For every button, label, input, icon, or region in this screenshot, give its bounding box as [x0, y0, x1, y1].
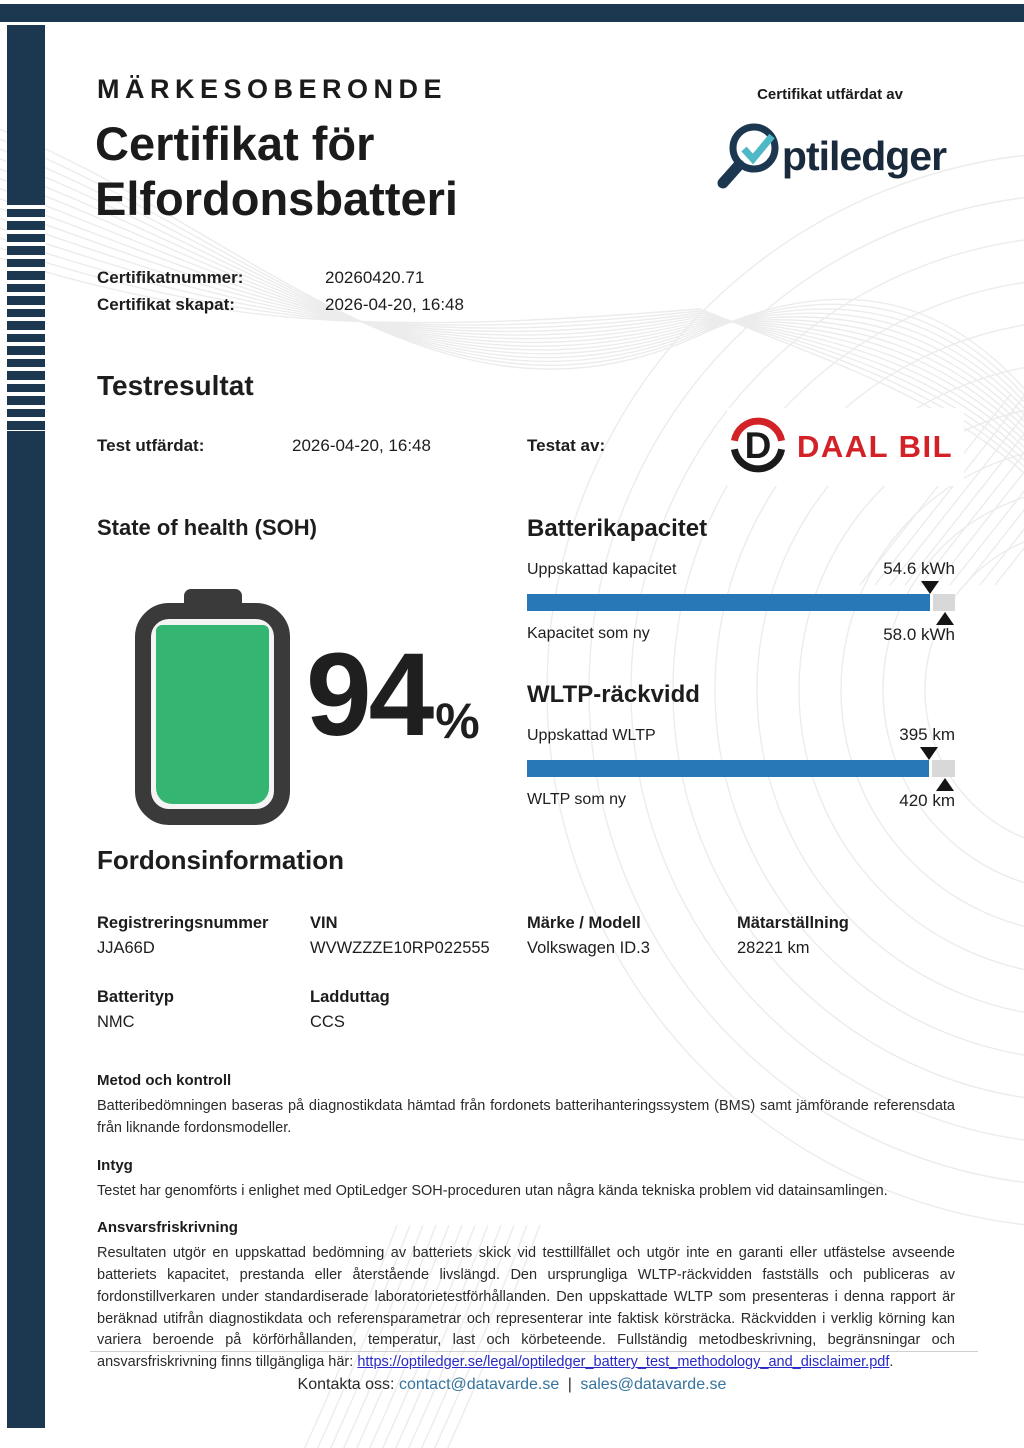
- daal-letter: D: [744, 424, 772, 466]
- vehicle-field: [310, 988, 527, 1032]
- magnifier-check-icon: [714, 117, 788, 196]
- capacity-marker-down-icon: [921, 581, 939, 594]
- test-issued-value: 2026-04-20, 16:48: [292, 436, 431, 455]
- wltp-estimated-label: Uppskattad WLTP: [527, 727, 656, 744]
- daal-bil-roundel-icon: [727, 414, 789, 481]
- contact-email-link[interactable]: contact@datavarde.se: [398, 1376, 560, 1393]
- page-title: Certifikat för Elfordonsbatteri: [95, 117, 458, 226]
- legal-notes-section: [97, 1072, 955, 1391]
- disclaimer-heading: Ansvarsfriskrivning: [97, 1219, 238, 1237]
- capacity-estimated-value: 54.6 kWh: [883, 559, 955, 578]
- attest-heading: Intyg: [97, 1156, 133, 1174]
- meters-column: [527, 515, 955, 811]
- contact-label: Kontakta oss:: [297, 1376, 395, 1393]
- capacity-new-label: Kapacitet som ny: [527, 625, 650, 642]
- vehicle-field: [97, 914, 310, 958]
- daal-bil-logo: [727, 408, 964, 486]
- field-label: Märke / Modell: [527, 914, 641, 932]
- footer-divider: [90, 1351, 978, 1352]
- top-accent-bar: [0, 4, 1024, 22]
- soh-value-group: [306, 629, 480, 761]
- daal-bil-wordmark: DAAL BIL: [797, 429, 954, 464]
- field-value: Volkswagen ID.3: [527, 939, 650, 957]
- capacity-meter: [527, 559, 955, 645]
- field-value: NMC: [97, 1013, 135, 1031]
- battery-fill: [156, 625, 269, 804]
- capacity-bar-fill: [527, 594, 933, 611]
- method-heading: Metod och kontroll: [97, 1072, 232, 1089]
- certificate-meta: [97, 268, 464, 322]
- battery-icon: [135, 603, 290, 825]
- vehicle-field: [310, 914, 527, 958]
- wltp-new-label: WLTP som ny: [527, 791, 626, 808]
- wltp-heading: WLTP-räckvidd: [527, 681, 700, 708]
- tested-by-label: Testat av:: [527, 436, 606, 455]
- vehicle-field: [97, 988, 310, 1032]
- field-label: VIN: [310, 914, 338, 932]
- test-result-heading: Testresultat: [97, 370, 254, 401]
- vehicle-field: [527, 914, 737, 958]
- wltp-bar-fill: [527, 760, 932, 777]
- disclaimer-body: [97, 1243, 955, 1374]
- field-label: Batterityp: [97, 988, 175, 1006]
- vehicle-info-section: [97, 845, 957, 1032]
- disclaimer-link[interactable]: https://optiledger.se/legal/optiledger_battery_test_methodology_and_disclaimer.pdf: [357, 1354, 890, 1370]
- soh-unit: %: [435, 693, 480, 750]
- capacity-bar: [527, 594, 955, 611]
- cert-number-label: Certifikatnummer:: [97, 268, 244, 287]
- wltp-new-value: 420 km: [899, 791, 955, 810]
- kicker-text: MÄRKESOBERONDE: [97, 74, 448, 104]
- barcode-stripes: [6, 205, 46, 431]
- field-label: Ladduttag: [310, 988, 390, 1006]
- soh-heading: State of health (SOH): [97, 515, 318, 540]
- issued-by-label: Certifikat utfärdat av: [757, 86, 903, 103]
- soh-value: 94: [306, 629, 432, 761]
- wltp-meter: [527, 725, 955, 811]
- field-value: 28221 km: [737, 939, 810, 957]
- footer-separator: |: [567, 1376, 572, 1393]
- cert-created-label: Certifikat skapat:: [97, 295, 235, 314]
- method-body: Batteribedömningen baseras på diagnostikdata hämtad från fordonets batterihanteringssystem (BMS) samt jämförande referensdata från liknande fordonsmodeller.: [97, 1098, 955, 1136]
- field-value: WVWZZZE10RP022555: [310, 939, 490, 957]
- cert-number-value: 20260420.71: [325, 268, 425, 287]
- disclaimer-period: .: [889, 1354, 894, 1370]
- capacity-marker-up-icon: [936, 612, 954, 625]
- soh-section: [97, 515, 497, 825]
- footer-contact: [0, 1376, 1024, 1394]
- left-accent-bar: [7, 25, 45, 1428]
- sales-email-link[interactable]: sales@datavarde.se: [580, 1376, 727, 1393]
- cert-created-value: 2026-04-20, 16:48: [325, 295, 464, 314]
- field-value: JJA66D: [97, 939, 155, 957]
- capacity-heading: Batterikapacitet: [527, 515, 708, 542]
- capacity-estimated-label: Uppskattad kapacitet: [527, 561, 677, 578]
- field-value: CCS: [310, 1013, 345, 1031]
- vehicle-field: [737, 914, 957, 958]
- issuer-wordmark: ptiledger: [781, 133, 947, 179]
- wltp-bar: [527, 760, 955, 777]
- field-label: Mätarställning: [737, 914, 849, 932]
- wltp-marker-down-icon: [920, 747, 938, 760]
- field-label: Registreringsnummer: [97, 914, 269, 932]
- test-issued-label: Test utfärdat:: [97, 436, 205, 455]
- wltp-marker-up-icon: [936, 778, 954, 791]
- capacity-new-value: 58.0 kWh: [883, 625, 955, 644]
- optiledger-logo: [700, 117, 960, 196]
- issuer-block: [700, 86, 960, 196]
- vehicle-info-heading: Fordonsinformation: [97, 845, 344, 875]
- wltp-estimated-value: 395 km: [899, 725, 955, 744]
- attest-body: Testet har genomförts i enlighet med OptiLedger SOH-proceduren utan några kända tekniska problem vid datainsamlingen.: [97, 1182, 888, 1199]
- disclaimer-text: Resultaten utgör en uppskattad bedömning av batteriets skick vid testtillfället och utgör inte en garanti eller utfästelse avseende batteriets kapacitet, prestanda eller återstående livslängd. Den ursprungliga WLTP-räckvidden fastställs och publiceras av fordonstillverkaren under standardiserade laboratorietestförhållanden. Den uppskattade WLTP som presenteras i denna rapport är beräknad utifrån diagnostikdata och referensparametrar och representerar inte faktisk körsträcka. Räckvidden i verklig körning kan variera beroende på körförhållanden, temperatur, last och körbeteende. Fullständig metodbeskrivning, begränsningar och ansvarsfriskrivning finns tillgängliga här:: [97, 1245, 955, 1370]
